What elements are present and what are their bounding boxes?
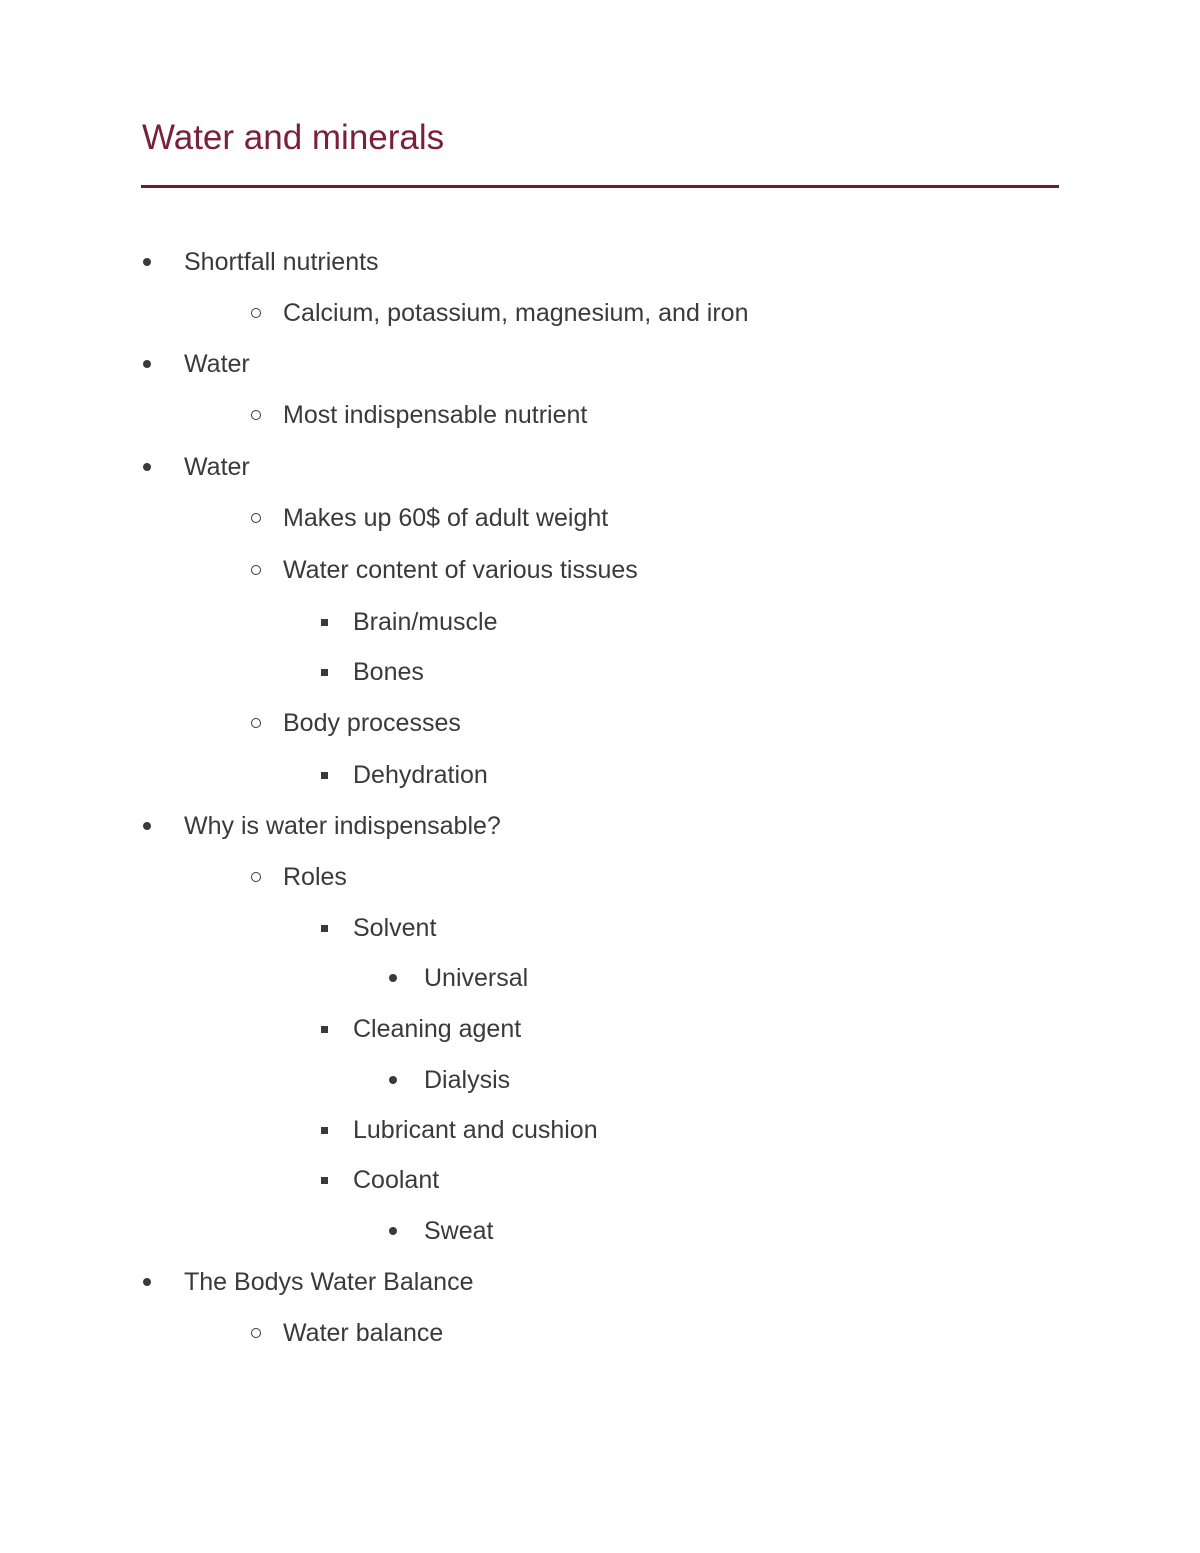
list-item: Water [184,453,250,481]
bullet-circle-icon [251,872,261,882]
list-item: Water balance [283,1319,444,1347]
bullet-square-icon [321,925,328,932]
list-item: Cleaning agent [353,1015,522,1043]
bullet-circle-icon [251,565,261,575]
bullet-square-icon [321,1026,328,1033]
list-item: Water [184,350,250,378]
list-item: Water content of various tissues [283,556,638,584]
bullet-square-icon [321,1177,328,1184]
list-item: Roles [283,863,347,891]
bullet-circle-icon [251,308,261,318]
bullet-dot-icon [143,822,151,830]
bullet-circle-icon [251,1328,261,1338]
bullet-dot-icon [143,360,151,368]
list-item: Shortfall nutrients [184,248,379,276]
list-item: Coolant [353,1166,440,1194]
bullet-circle-icon [251,513,261,523]
bullet-dot-icon [389,1227,397,1235]
list-item: Most indispensable nutrient [283,401,588,429]
list-item: Universal [424,964,529,992]
list-item: Why is water indispensable? [184,812,501,840]
bullet-dot-icon [143,1278,151,1286]
bullet-dot-icon [143,258,151,266]
bullet-dot-icon [389,1076,397,1084]
list-item: Solvent [353,914,437,942]
list-item: Sweat [424,1217,494,1245]
list-item: Calcium, potassium, magnesium, and iron [283,299,749,327]
bullet-circle-icon [251,410,261,420]
list-item: The Bodys Water Balance [184,1268,474,1296]
list-item: Brain/muscle [353,608,498,636]
list-item: Makes up 60$ of adult weight [283,504,609,532]
bullet-square-icon [321,669,328,676]
list-item: Dialysis [424,1066,511,1094]
bullet-square-icon [321,772,328,779]
bullet-dot-icon [143,463,151,471]
list-item: Dehydration [353,761,488,789]
list-item: Bones [353,658,424,686]
bullet-dot-icon [389,974,397,982]
list-item: Lubricant and cushion [353,1116,598,1144]
bullet-square-icon [321,1127,328,1134]
list-item: Body processes [283,709,461,737]
bullet-square-icon [321,619,328,626]
bullet-circle-icon [251,718,261,728]
title-divider [141,185,1059,188]
page-title: Water and minerals [142,118,445,157]
